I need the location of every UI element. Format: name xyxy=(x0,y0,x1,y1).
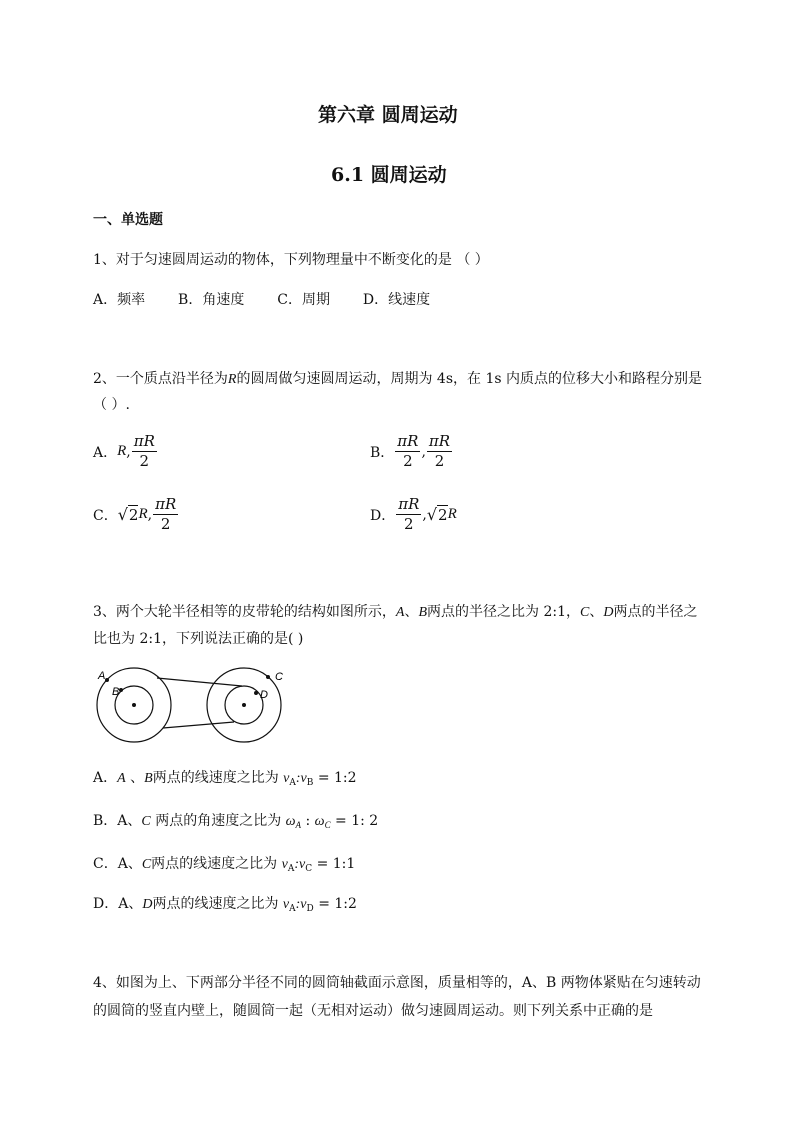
q3-var-B: B xyxy=(418,605,428,620)
q3-var-D: D xyxy=(603,605,614,620)
q2-b-label: B． xyxy=(370,444,395,461)
q3-a-value: = 1:2 xyxy=(313,770,357,786)
q3-c-value: = 1:1 xyxy=(312,856,356,872)
subscript: A xyxy=(289,778,296,788)
v-symbol: :v xyxy=(294,857,306,872)
right-axle xyxy=(242,703,246,707)
q3-d-text: 两点的线速度之比为 xyxy=(152,896,283,912)
q3-d-label: D．A、 xyxy=(93,896,143,912)
q3-stem-line2: 比也为 2:1，下列说法正确的是( ) xyxy=(93,631,304,647)
belt-pulley-diagram xyxy=(94,662,290,770)
frac-num: πR xyxy=(397,432,419,450)
frac-den: 2 xyxy=(434,452,445,470)
q3-text3: 两点的半径之 xyxy=(613,604,698,620)
subscript: D xyxy=(306,904,314,914)
q3-var-A: A xyxy=(395,605,405,620)
q2-stem-line1 xyxy=(93,368,702,388)
subscript: C xyxy=(305,864,313,874)
frac-num: πR xyxy=(398,495,420,513)
q2-c-R: R xyxy=(138,506,148,522)
sqrt-inner: 2 xyxy=(438,506,448,524)
omega-symbol: ω xyxy=(314,814,325,829)
q3-d-value: = 1:2 xyxy=(313,896,357,912)
frac-den: 2 xyxy=(403,452,413,470)
q2-c-comma: , xyxy=(147,506,153,523)
q2-d-sqrt: √ 2 xyxy=(426,505,448,524)
q3-option-a xyxy=(93,767,357,788)
q2-option-b xyxy=(370,434,453,469)
point-b xyxy=(119,688,123,692)
sqrt-inner: 2 xyxy=(128,506,139,524)
label-a: A xyxy=(98,670,106,682)
q2-d-R: R xyxy=(447,506,457,522)
subscript: B xyxy=(306,778,314,788)
q3-a-label: A． xyxy=(93,770,118,786)
q2-a-label: A． xyxy=(93,444,118,461)
v-symbol: v xyxy=(281,857,288,872)
frac-den: 2 xyxy=(139,452,150,470)
q2-stem-text: 2、一个质点沿半径为 xyxy=(93,371,228,387)
part-heading: 一、单选题 xyxy=(93,212,163,228)
q2-c-fraction xyxy=(153,497,178,532)
q3-sep: 、 xyxy=(404,604,419,620)
q3-text: 3、两个大轮半径相等的皮带轮的结构如图所示， xyxy=(93,604,396,620)
q4-stem-line1: 4、如图为上、下两部分半径不同的圆筒轴截面示意图，质量相等的，A、B 两物体紧贴在匀速转动 xyxy=(93,975,701,991)
section-title: 6.1 圆周运动 xyxy=(331,164,447,186)
subscript: A xyxy=(287,864,295,874)
omega-symbol: ω xyxy=(285,814,296,829)
q1-options xyxy=(93,289,430,309)
q2-stem-text2: 的圆周做匀速圆周运动，周期为 4s，在 1s 内质点的位移大小和路程分别是 xyxy=(236,371,703,387)
q1-option-c: C．周期 xyxy=(277,292,330,308)
q2-stem-var: R xyxy=(227,372,237,387)
frac-num: πR xyxy=(133,432,155,450)
q1-option-b: B．角速度 xyxy=(178,292,245,308)
belt-upper xyxy=(157,678,242,686)
q1-option-a: A．频率 xyxy=(93,292,146,308)
q3-sep2: 、 xyxy=(589,604,604,620)
frac-den: 2 xyxy=(160,515,171,533)
q2-c-sqrt: √ 2 xyxy=(117,505,139,524)
q3-c-text: 两点的线速度之比为 xyxy=(151,856,282,872)
point-c xyxy=(266,675,270,679)
q3-a-text: 两点的线速度之比为 xyxy=(152,770,284,786)
q3-b-text: 两点的角速度之比为 xyxy=(150,813,286,829)
point-d xyxy=(254,691,258,695)
q3-a-var-B: B xyxy=(144,771,153,786)
v-symbol: v xyxy=(282,897,290,912)
q2-d-fraction xyxy=(396,497,421,532)
q2-a-R: R xyxy=(117,443,127,459)
label-d: D xyxy=(260,689,268,701)
v-symbol: v xyxy=(283,771,290,786)
label-c: C xyxy=(275,671,283,683)
label-b: B xyxy=(112,686,120,698)
subscript: A xyxy=(289,904,296,914)
q2-option-a xyxy=(93,434,158,469)
point-a xyxy=(105,678,109,682)
q3-text2: 两点的半径之比为 2:1， xyxy=(427,604,581,620)
belt-lower xyxy=(163,722,234,728)
q3-b-var-C: C xyxy=(141,814,151,829)
q3-option-d xyxy=(93,893,357,914)
q4-stem-line2: 的圆筒的竖直内壁上，随圆筒一起（无相对运动）做匀速圆周运动。则下列关系中正确的是 xyxy=(93,1003,653,1019)
v-symbol: :v xyxy=(295,771,307,786)
frac-num: πR xyxy=(428,432,451,450)
subscript: A xyxy=(295,820,302,830)
q3-c-label: C．A、 xyxy=(93,856,142,872)
q1-stem: 1、对于匀速圆周运动的物体，下列物理量中不断变化的是 （ ） xyxy=(93,252,489,268)
colon: : xyxy=(301,813,315,829)
frac-den: 2 xyxy=(404,515,414,533)
q3-a-var-A: A xyxy=(117,771,126,786)
chapter-title: 第六章 圆周运动 xyxy=(318,104,458,126)
q2-option-c xyxy=(93,497,179,532)
q2-option-d xyxy=(370,497,457,532)
q3-b-label: B．A、 xyxy=(93,813,142,829)
q2-c-label: C． xyxy=(93,507,118,524)
q2-b-fraction2 xyxy=(427,434,452,469)
q2-b-comma: , xyxy=(421,443,426,460)
subscript: C xyxy=(324,820,331,830)
q2-d-label: D． xyxy=(370,507,396,524)
q3-option-c xyxy=(93,853,355,874)
q2-b-fraction1 xyxy=(395,434,420,469)
q3-option-b xyxy=(93,810,378,830)
frac-num: πR xyxy=(155,495,177,513)
q3-c-var-C: C xyxy=(141,857,152,872)
q3-stem-line1 xyxy=(93,601,697,621)
q2-d-comma: , xyxy=(422,506,427,523)
q3-a-sep: 、 xyxy=(125,770,145,786)
v-symbol: :v xyxy=(295,897,307,912)
left-axle xyxy=(132,703,136,707)
q2-a-comma: , xyxy=(126,443,131,460)
q1-option-d: D．线速度 xyxy=(362,292,431,308)
q3-d-var-D: D xyxy=(142,897,153,912)
q3-var-C: C xyxy=(580,605,590,620)
q3-b-value: = 1: 2 xyxy=(330,813,379,829)
q2-stem-line2: （ ）. xyxy=(93,397,130,413)
q2-a-fraction xyxy=(132,434,157,469)
